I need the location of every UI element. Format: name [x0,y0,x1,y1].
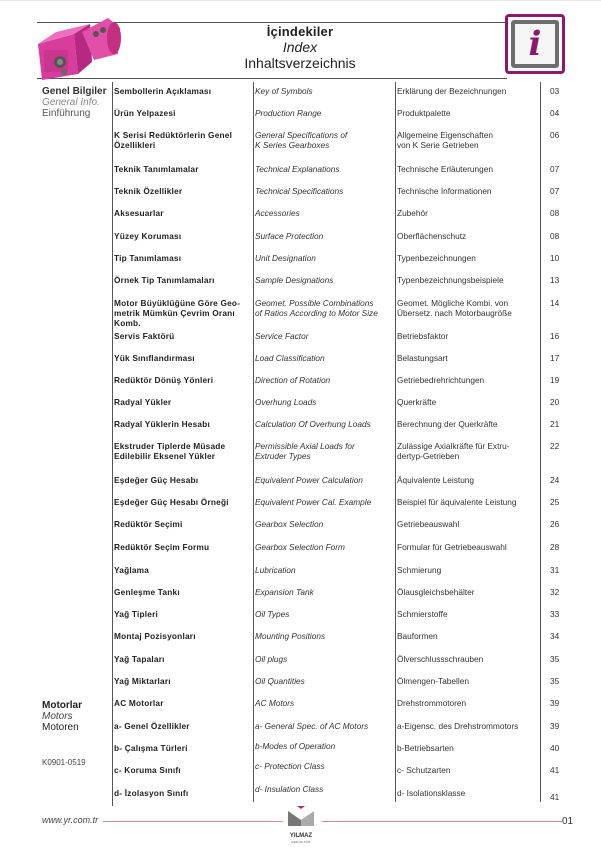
entry-german [397,743,537,753]
entry-german [397,231,537,241]
entry-german-line: Erklärung der Bezeichnungen [397,86,507,96]
entry-turkish [114,654,249,664]
entry-turkish [114,698,249,708]
entry-turkish-line: Yağ Tipleri [114,609,159,619]
entry-german [397,788,537,798]
entry-page-number: 07 [550,164,560,174]
entry-german-line: Ölausgleichsbehälter [397,587,475,597]
entry-english-line: Oil plugs [255,654,288,664]
entry-german-line: Typenbezeichnungsbeispiele [397,275,504,285]
entry-english [255,741,393,751]
entry-turkish [114,86,249,96]
entry-german-line: Schmierung [397,565,442,575]
footer-rule-right [322,821,562,822]
entry-turkish-line: Genleşme Tankı [114,587,180,597]
entry-turkish-line: Aksesuarlar [114,208,164,218]
entry-english-line: Equivalent Power Calculation [255,475,363,485]
gearbox-product-image [34,14,124,80]
entry-english-line: K Series Gearboxes [255,140,330,150]
column-divider-1 [112,82,113,806]
entry-turkish-line: Teknik Özellikler [114,186,183,196]
info-icon [505,14,565,74]
entry-turkish [114,788,249,798]
footer-rule-left [103,821,283,822]
entry-page-number: 41 [550,792,560,802]
entry-turkish [114,253,249,263]
entry-german [397,130,537,150]
section-motors [42,700,82,733]
entry-german-line: Allgemeine Eigenschaften [397,130,493,140]
entry-english [255,231,393,241]
entry-turkish [114,519,249,529]
entry-turkish [114,721,249,731]
entry-turkish [114,375,249,385]
entry-turkish [114,130,249,150]
column-divider-4 [540,82,541,802]
entry-english-line: Technical Explanations [255,164,340,174]
entry-turkish-line: Komb. [114,318,141,328]
entry-german-line: Übersetz. nach Motorbaugröße [397,308,512,318]
entry-english-line: Extruder Types [255,451,311,461]
entry-english-line: Unit Designation [255,253,316,263]
entry-english-line: of Ratios According to Motor Size [255,308,378,318]
entry-english-line: Accessories [255,208,300,218]
entry-english-line: Service Factor [255,331,309,341]
entry-english [255,441,393,461]
entry-german [397,698,537,708]
entry-german-line: Bauformen [397,631,438,641]
entry-turkish-line: Montaj Pozisyonları [114,631,196,641]
entry-english-line: Overhung Loads [255,397,317,407]
entry-english [255,186,393,196]
entry-english [255,609,393,619]
entry-english [255,275,393,285]
entry-english [255,331,393,341]
entry-german-line: d- Isolationsklasse [397,788,466,798]
entry-english [255,587,393,597]
entry-page-number: 41 [550,765,560,775]
title-english: Index [282,39,318,55]
yilmaz-logo [284,806,318,842]
entry-english-line: d- Insulation Class [255,784,324,794]
entry-german-line: Produktpalette [397,108,451,118]
entry-turkish [114,743,249,753]
entry-turkish [114,609,249,619]
entry-turkish-line: Yağ Miktarları [114,676,171,686]
entry-german-line: Geomet. Mögliche Kombi. von [397,298,509,308]
section-title-tr: Motorlar [42,700,82,711]
entry-turkish-line: Redüktör Dönüş Yönleri [114,375,214,385]
entry-english-line: Oil Types [255,609,290,619]
entry-german [397,609,537,619]
entry-german [397,475,537,485]
entry-german-line: Oberflächenschutz [397,231,467,241]
section-title-de: Motoren [42,722,79,733]
entry-german [397,587,537,597]
entry-turkish-line: metrik Mümkün Çevrim Oranı [114,308,235,318]
entry-turkish [114,186,249,196]
entry-turkish [114,331,249,341]
entry-english [255,519,393,529]
entry-turkish-line: Eşdeğer Güç Hesabı [114,475,199,485]
entry-turkish [114,108,249,118]
yilmaz-logo-mark [286,806,316,828]
entry-english-line: Key of Symbols [255,86,313,96]
entry-german [397,419,537,429]
entry-german [397,298,537,318]
entry-german [397,441,537,461]
entry-english [255,475,393,485]
entry-turkish-line: a- Genel Özellikler [114,721,190,731]
entry-german [397,497,537,507]
entry-page-number: 19 [550,375,560,385]
entry-turkish [114,164,249,174]
entry-english [255,298,393,318]
entry-german [397,542,537,552]
entry-english [255,108,393,118]
entry-english-line: General Specifications of [255,130,348,140]
entry-english-line: Direction of Rotation [255,375,331,385]
section-title-tr: Genel Bilgiler [42,86,107,97]
entry-turkish-line: Ürün Yelpazesi [114,108,176,118]
entry-english [255,721,393,731]
entry-turkish-line: Yağlama [114,565,150,575]
entry-english-line: Surface Protection [255,231,324,241]
entry-english [255,397,393,407]
entry-turkish-line: Yük Sınıflandırması [114,353,195,363]
entry-german [397,397,537,407]
entry-page-number: 07 [550,186,560,196]
entry-german-line: Technische Informationen [397,186,492,196]
entry-page-number: 10 [550,253,560,263]
entry-page-number: 16 [550,331,560,341]
entry-german-line: Drehstrommotoren [397,698,467,708]
entry-english-line: AC Motors [255,698,295,708]
info-icon-letter: i [528,24,542,64]
entry-german [397,208,537,218]
entry-turkish [114,353,249,363]
entry-german [397,164,537,174]
logo-subtitle: REDÜKTÖR [291,840,311,844]
entry-page-number: 35 [550,676,560,686]
entry-german-line: Formular für Getriebeauswahl [397,542,507,552]
entry-turkish-line: Ekstruder Tiplerde Müsade [114,441,226,451]
entry-page-number: 06 [550,130,560,140]
entry-english-line: Geomet. Possible Combinations [255,298,374,308]
entry-german-line: Typenbezeichnungen [397,253,476,263]
entry-german [397,108,537,118]
entry-german [397,654,537,664]
entry-page-number: 28 [550,542,560,552]
entry-german [397,275,537,285]
entry-english-line: Calculation Of Overhung Loads [255,419,371,429]
entry-turkish-line: Eşdeğer Güç Hesabı Örneği [114,497,229,507]
entry-english-line: Expansion Tank [255,587,314,597]
entry-page-number: 32 [550,587,560,597]
entry-german-line: von K Serie Getrieben [397,140,479,150]
entry-english-line: Permissible Axial Loads for [255,441,355,451]
entry-page-number: 21 [550,419,560,429]
entry-turkish-line: K Serisi Redüktörlerin Genel [114,130,233,140]
entry-german [397,331,537,341]
entry-page-number: 08 [550,208,560,218]
entry-english-line: Load Classification [255,353,325,363]
entry-english-line: Oil Quantities [255,676,305,686]
title-turkish: İçindekiler [266,24,334,39]
entry-german-line: c- Schutzarten [397,765,451,775]
entry-german-line: Zubehör [397,208,428,218]
entry-english [255,164,393,174]
entry-english-line: Equivalent Power Cal. Example [255,497,372,507]
entry-turkish-line: Örnek Tip Tanımlamaları [114,275,215,285]
entry-english-line: b-Modes of Operation [255,741,336,751]
entry-german-line: Querkräfte [397,397,437,407]
entry-turkish-line: Redüktör Seçimi [114,519,183,529]
entry-turkish [114,275,249,285]
entry-turkish-line: c- Koruma Sınıfı [114,765,181,775]
entry-turkish-line: Motor Büyüklüğüne Göre Geo- [114,298,241,308]
entry-english [255,253,393,263]
entry-turkish-line: Sembollerin Açıklaması [114,86,212,96]
entry-page-number: 22 [550,441,560,451]
page-title-block [190,24,410,72]
entry-page-number: 39 [550,721,560,731]
entry-page-number: 35 [550,654,560,664]
entry-page-number: 25 [550,497,560,507]
entry-turkish-line: Teknik Tanımlamalar [114,164,199,174]
entry-english [255,676,393,686]
entry-page-number: 04 [550,108,560,118]
entry-german-line: Äquivalente Leistung [397,475,475,485]
entry-german-line: Betriebsfaktor [397,331,449,341]
entry-english [255,761,393,771]
entry-page-number: 08 [550,231,560,241]
entry-german-line: Zulässige Axialkräfte für Extru- [397,441,510,451]
entry-page-number: 39 [550,698,560,708]
entry-german [397,253,537,263]
entry-german [397,519,537,529]
entry-english [255,784,393,794]
entry-english [255,497,393,507]
entry-english-line: Mounting Positions [255,631,326,641]
entry-german-line: Getriebeauswahl [397,519,460,529]
entry-turkish-line: Redüktör Seçim Formu [114,542,210,552]
entry-english [255,208,393,218]
entry-german [397,565,537,575]
entry-page-number: 03 [550,86,560,96]
entry-page-number: 24 [550,475,560,485]
entry-turkish-line: AC Motorlar [114,698,164,708]
entry-english [255,565,393,575]
entry-turkish-line: Servis Faktörü [114,331,175,341]
entry-turkish [114,765,249,775]
entry-english [255,375,393,385]
entry-german-line: dertyp-Getrieben [397,451,460,461]
entry-page-number: 26 [550,519,560,529]
entry-german-line: b-Betriebsarten [397,743,454,753]
column-divider-3 [395,82,396,802]
entry-english-line: Sample Designations [255,275,334,285]
title-german: Inhaltsverzeichnis [244,55,356,71]
entry-english-line: c- Protection Class [255,761,325,771]
entry-english [255,419,393,429]
entry-turkish [114,676,249,686]
entry-german-line: Belastungsart [397,353,448,363]
page-top-border [0,0,601,1]
entry-german-line: Ölmengen-Tabellen [397,676,469,686]
entry-page-number: 40 [550,743,560,753]
entry-page-number: 31 [550,565,560,575]
entry-turkish [114,497,249,507]
entry-turkish-line: Yağ Tapaları [114,654,165,664]
entry-page-number: 33 [550,609,560,619]
entry-turkish-line: Yüzey Koruması [114,231,182,241]
section-title-de: Einführung [42,108,91,119]
entry-german-line: Ölverschlussschrauben [397,654,484,664]
entry-english [255,698,393,708]
column-divider-2 [253,82,254,802]
entry-turkish [114,208,249,218]
section-title-en: General Info. [42,97,100,108]
entry-turkish [114,631,249,641]
entry-german-line: Technische Erläuterungen [397,164,493,174]
entry-english [255,654,393,664]
entry-page-number: 20 [550,397,560,407]
entry-german-line: a-Eigensc. des Drehstrommotors [397,721,519,731]
entry-turkish [114,542,249,552]
entry-page-number: 14 [550,298,560,308]
entry-turkish-line: Edilebilir Eksenel Yükler [114,451,216,461]
entry-turkish [114,565,249,575]
entry-english [255,353,393,363]
document-code: K0901-0519 [42,758,86,767]
entry-english [255,542,393,552]
entry-english-line: Technical Specifications [255,186,344,196]
entry-german [397,86,537,96]
entry-turkish-line: Radyal Yüklerin Hesabı [114,419,211,429]
entry-english [255,86,393,96]
entry-page-number: 17 [550,353,560,363]
entry-german-line: Beispiel für äquivalente Leistung [397,497,517,507]
entry-turkish [114,298,249,328]
info-icon-frame [511,20,559,68]
entry-german-line: Berechnung der Querkräfte [397,419,498,429]
entry-german [397,631,537,641]
entry-german [397,721,537,731]
entry-turkish-line: Özellikleri [114,140,156,150]
entry-turkish-line: d- İzolasyon Sınıfı [114,788,189,798]
entry-turkish-line: Radyal Yükler [114,397,172,407]
entry-english-line: Lubrication [255,565,296,575]
entry-german-line: Schmierstoffe [397,609,448,619]
entry-turkish [114,475,249,485]
entry-turkish [114,587,249,597]
page-number: 01 [562,816,574,827]
entry-turkish [114,441,249,461]
section-title-en: Motors [42,711,73,722]
entry-turkish [114,397,249,407]
section-general-info [42,86,106,119]
entry-german [397,765,537,775]
entry-english-line: Production Range [255,108,322,118]
entry-english-line: a- General Spec. of AC Motors [255,721,369,731]
footer-website[interactable]: www.yr.com.tr [42,815,99,825]
entry-german [397,186,537,196]
entry-english-line: Gearbox Selection Form [255,542,345,552]
entry-turkish-line: Tip Tanımlaması [114,253,182,263]
entry-german-line: Getriebedrehrichtungen [397,375,485,385]
entry-german [397,353,537,363]
entry-turkish-line: b- Çalışma Türleri [114,743,188,753]
entry-page-number: 13 [550,275,560,285]
entry-english [255,130,393,150]
logo-name: YILMAZ [289,833,313,839]
entry-turkish [114,419,249,429]
entry-english [255,631,393,641]
entry-turkish [114,231,249,241]
entry-german [397,375,537,385]
entry-page-number: 34 [550,631,560,641]
entry-german [397,676,537,686]
entry-english-line: Gearbox Selection [255,519,324,529]
